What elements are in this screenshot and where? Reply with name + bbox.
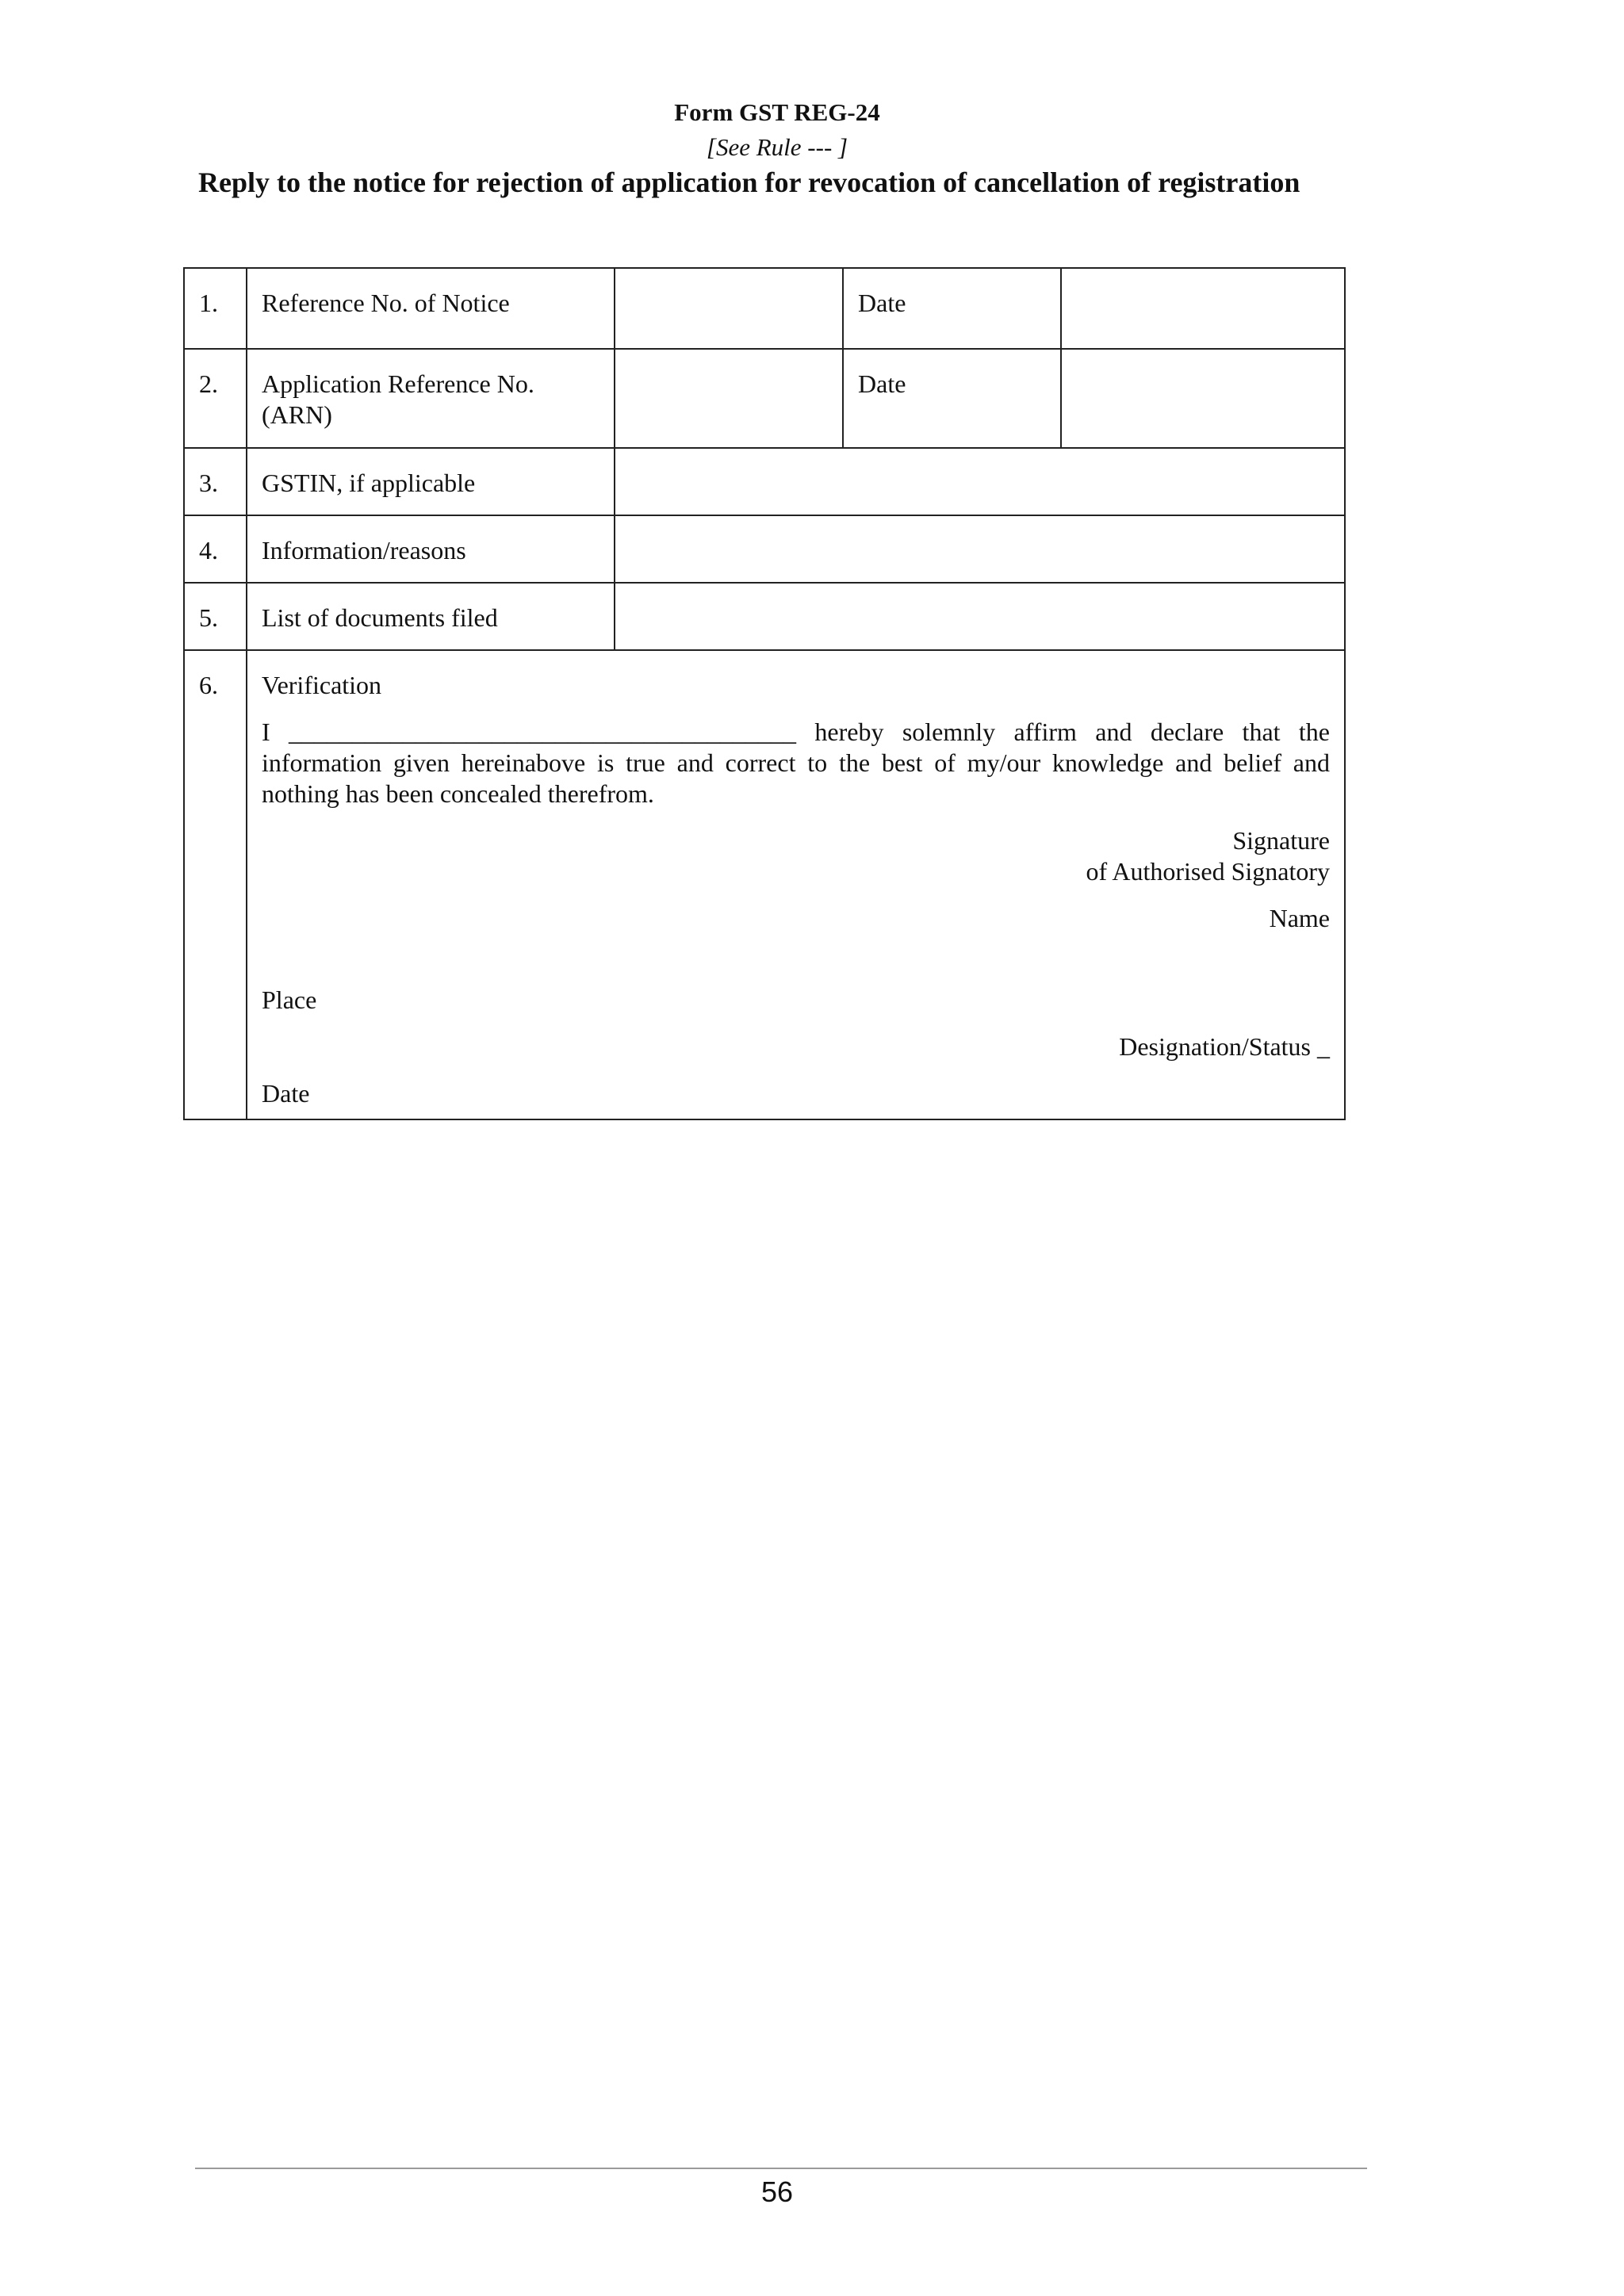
row-label: Reference No. of Notice [247,268,615,349]
form-title: Form GST REG-24 [674,98,880,126]
place-label: Place [262,985,317,1014]
row-label: Application Reference No. (ARN) [247,349,615,448]
authorised-signatory-label: of Authorised Signatory [1086,857,1330,886]
row-number: 3. [184,448,247,515]
verification-cell [247,650,1345,1119]
table-row [184,515,1345,583]
verification-row [184,650,1345,1119]
row-number: 4. [184,515,247,583]
verification-title: Verification [262,671,382,699]
date-label: Date [843,268,1061,349]
information-reasons-field[interactable] [615,515,1345,583]
table-row [184,268,1345,349]
table-row [184,448,1345,515]
row-number: 6. [184,650,247,1119]
form-heading: Reply to the notice for rejection of application for revocation of cancellation of registration [198,166,1300,198]
row-number: 2. [184,349,247,448]
signature-label: Signature [1232,826,1330,855]
verification-date-label: Date [262,1079,310,1108]
designation-status-label: Designation/Status _ [1119,1032,1330,1061]
gstin-field[interactable] [615,448,1345,515]
row-label: Information/reasons [247,515,615,583]
footer-divider [195,2168,1367,2169]
notice-date-field[interactable] [1061,268,1345,349]
row-number: 1. [184,268,247,349]
row-label: GSTIN, if applicable [247,448,615,515]
rule-reference: [See Rule --- ] [706,133,848,161]
page-number: 56 [760,2175,794,2208]
name-label: Name [1269,904,1330,932]
date-label: Date [843,349,1061,448]
table-row [184,583,1345,650]
arn-field[interactable] [615,349,843,448]
reply-form-table [183,267,1346,1120]
declaration-text: I ________________________________________ hereby solemnly affirm and declare that the information given hereinabove is true and correct to the best of my/our knowledge and belief and nothing has been concealed therefrom. [262,718,1330,808]
reference-no-notice-field[interactable] [615,268,843,349]
row-number: 5. [184,583,247,650]
row-label: List of documents filed [247,583,615,650]
table-row [184,349,1345,448]
arn-date-field[interactable] [1061,349,1345,448]
documents-filed-field[interactable] [615,583,1345,650]
